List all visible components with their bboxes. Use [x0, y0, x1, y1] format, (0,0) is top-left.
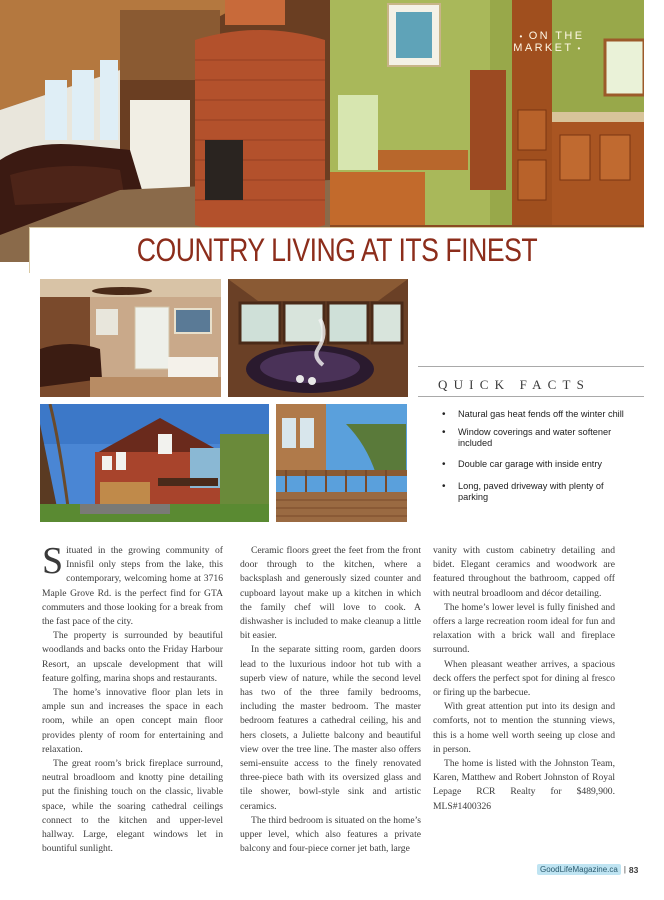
photo-deck [276, 404, 407, 522]
bullet-icon: • [442, 409, 446, 420]
house-exterior-image [40, 404, 269, 522]
article-paragraph: The home’s lower level is fully finished and offers a large recreation room ideal for fun and relaxation with a brick wall and fireplace surround. [433, 601, 615, 656]
tag-dot-right: • [577, 43, 583, 53]
tag-dot-left: • [519, 31, 525, 41]
deck-image [276, 404, 407, 522]
drop-cap: S [42, 540, 64, 582]
article-paragraph: vanity with custom cabinetry detailing and bidet. Elegant ceramics and woodwork are featured throughout the bathroom, capped off with neutral broadloom and décor detailing. [433, 545, 615, 599]
article-column-1 [42, 540, 223, 856]
bullet-icon: • [442, 459, 446, 471]
quick-fact-item [418, 481, 644, 503]
quick-facts-box [418, 366, 644, 513]
quick-fact-text: Double car garage with inside entry [458, 459, 603, 470]
quick-facts-title: QUICK FACTS [418, 366, 644, 397]
magazine-website-link[interactable]: GoodLifeMagazine.ca [537, 864, 621, 875]
article-column-2 [240, 544, 421, 856]
article-paragraph: Ceramic floors greet the feet from the front door through to the kitchen, where a backsplash and generously sized counter and cupboard layout make up a kitchen in which the family chef will love to cook. A dishwasher is included to make cleanup a little bit easier. [240, 545, 421, 642]
hero-photo [0, 0, 644, 262]
article-paragraph [42, 540, 223, 629]
quick-fact-item [418, 406, 644, 423]
page-number: 83 [628, 864, 639, 875]
quick-fact-item [418, 459, 644, 470]
paragraph-text: ituated in the growing community of Innisfil only steps from the lake, this contemporary, welcoming home at 3716 Maple Grove Rd. is the perfect find for GTA commuters and those looking for a break from the fast pace of the city. [42, 545, 223, 628]
article-paragraph: The third bedroom is situated on the home’s upper level, which also features a private balcony and four-piece corner jet bath, large [240, 814, 421, 855]
photo-hot-tub [228, 279, 408, 397]
photo-house-exterior [40, 404, 269, 522]
section-tag-text: ON THE MARKET [513, 30, 585, 54]
photo-living-room [40, 279, 221, 397]
bullet-icon: • [442, 480, 446, 492]
article-paragraph: The property is surrounded by beautiful woodlands and backs onto the Friday Harbour Resort, an upscale development that will feature golfing, marina shops and restaurants. [42, 630, 223, 684]
article-column-3 [433, 544, 615, 814]
footer-separator: | [623, 865, 626, 874]
quick-fact-text: Window coverings and water softener included [458, 427, 612, 449]
article-paragraph: The home’s innovative floor plan lets in ample sun and increases the space in each room, while an open concept main floor provides plenty of room for entertaining and relaxation. [42, 687, 223, 755]
living-room-image [40, 279, 221, 397]
article-paragraph: The great room’s brick fireplace surround, neutral broadloom and knotty pine detailing put the finishing touch on the classic, livable space, while the soaring cathedral ceilings connect to the kitchen and upper-level hallway. Large, elegant windows let in bountiful sunlight. [42, 758, 223, 855]
hot-tub-image [228, 279, 408, 397]
article-headline: COUNTRY LIVING AT ITS FINEST [136, 232, 538, 268]
quick-facts-list [418, 406, 644, 503]
headline-band [29, 227, 644, 273]
quick-fact-text: Natural gas heat fends off the winter chill [458, 409, 624, 419]
article-paragraph: In the separate sitting room, garden doors lead to the luxurious indoor hot tub with a superb view of nature, while the second level has two of the three family bedrooms, including the master bedroom. The master bedroom features a cathedral ceiling, his and hers closets, a Juliette balcony and beautiful view over the tree line. The master also offers semi-ensuite access to the finely renovated three-piece bath with its oversized glass and tile shower, bowl-style sink and artistic ceramics. [240, 644, 421, 812]
article-paragraph: With great attention put into its design and comforts, not to mention the stunning views, this is a home well worth seeing up close and in person. [433, 701, 615, 755]
quick-fact-text: Long, paved driveway with plenty of parking [458, 480, 604, 502]
section-tag [480, 30, 620, 54]
page-footer [537, 864, 638, 875]
article-paragraph: The home is listed with the Johnston Team, Karen, Matthew and Robert Johnston of Royal Lepage RCR Realty for $489,900. MLS#1400326 [433, 758, 615, 812]
quick-fact-item [418, 427, 644, 449]
article-paragraph: When pleasant weather arrives, a spacious deck offers the perfect spot for dining al fresco or firing up the barbecue. [433, 658, 615, 699]
bullet-icon: • [442, 427, 446, 438]
